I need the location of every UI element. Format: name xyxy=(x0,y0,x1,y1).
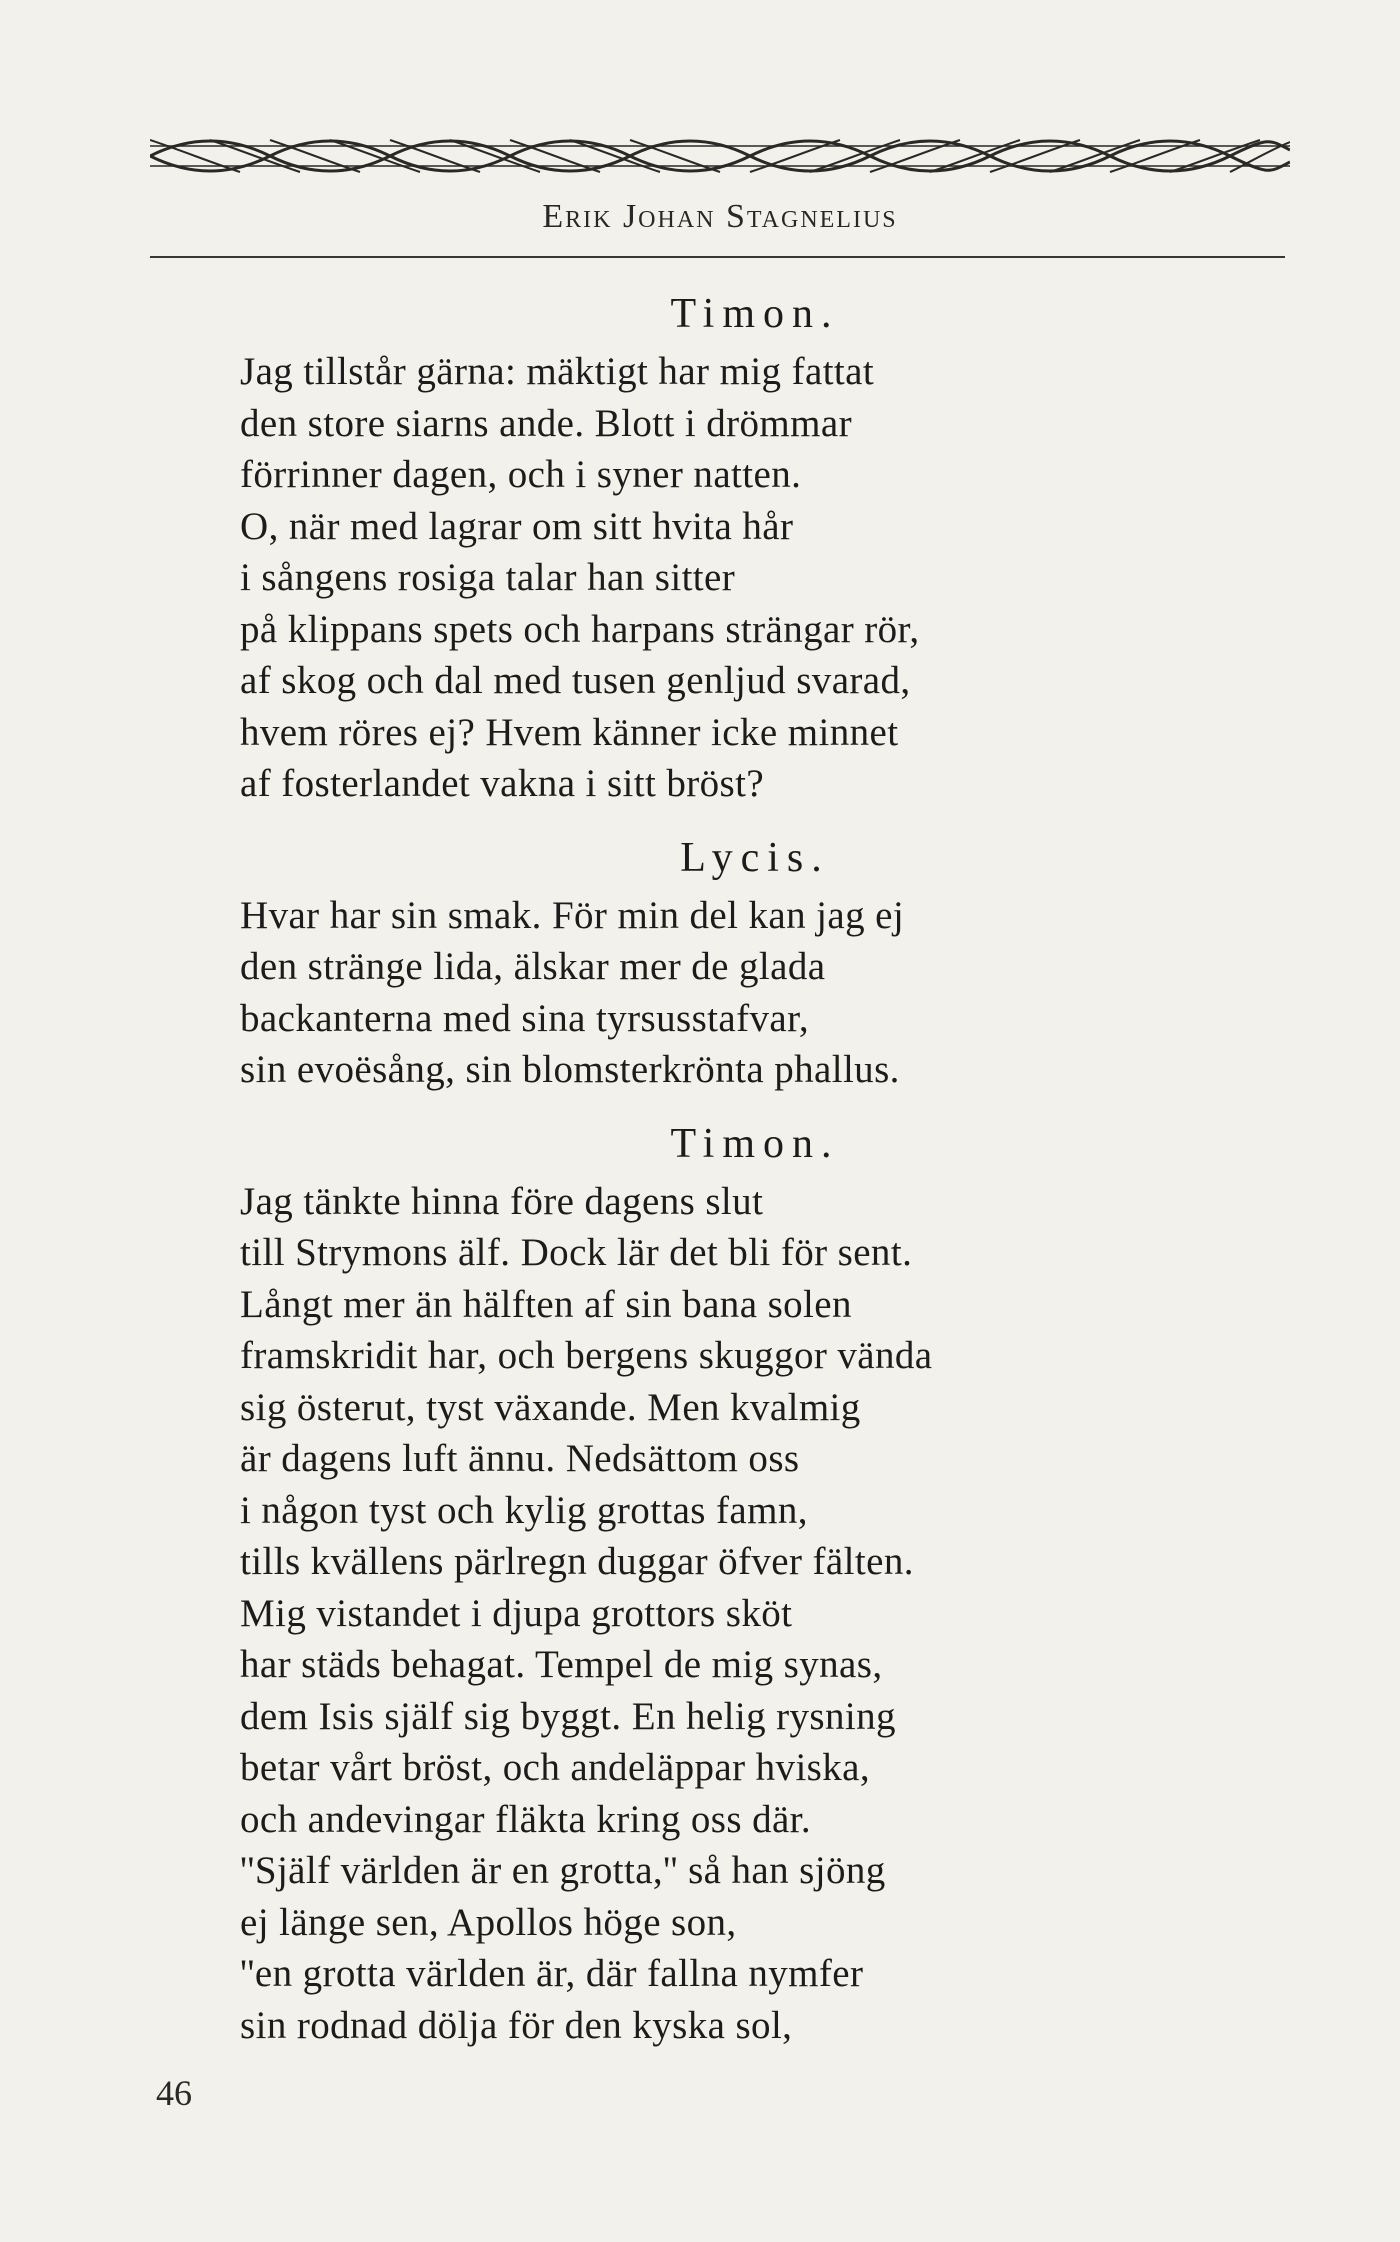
verse-line: på klippans spets och harpans strängar rör, xyxy=(240,607,920,651)
speaker-name: Lycis. xyxy=(680,834,830,881)
speech-block xyxy=(240,1112,1240,2052)
verse-line: af fosterlandet vakna i sitt bröst? xyxy=(240,762,765,805)
stanza-gap xyxy=(240,812,1240,826)
verse-line: Jag tillstår gärna: mäktigt har mig fattat xyxy=(240,350,875,393)
verse-line: och andevingar fläkta kring oss där. xyxy=(240,1797,812,1841)
verse-line: betar vårt bröst, och andeläppar hviska, xyxy=(240,1746,871,1789)
verse-line: sin rodnad dölja för den kyska sol, xyxy=(240,2003,793,2047)
verse-line: den stränge lida, älskar mer de glada xyxy=(240,945,826,988)
verse-line: till Strymons älf. Dock lär det bli för sent. xyxy=(240,1231,913,1274)
speaker-name: Timon. xyxy=(670,1120,840,1167)
verse-line: förrinner dagen, och i syner natten. xyxy=(240,453,802,496)
verse-line: i sångens rosiga talar han sitter xyxy=(240,556,736,599)
verse-line: dem Isis själf sig byggt. En helig rysning xyxy=(240,1694,896,1738)
verse-line: ej länge sen, Apollos höge son, xyxy=(240,1900,737,1944)
speaker-name: Timon. xyxy=(670,291,840,337)
verse-line: sig österut, tyst växande. Men kvalmig xyxy=(240,1385,861,1429)
stanza-gap xyxy=(240,1098,1240,1112)
speech-block xyxy=(240,826,1240,1096)
verse-line: af skog och dal med tusen genljud svarad, xyxy=(240,659,911,702)
speech-block xyxy=(240,282,1240,810)
verse-line: hvem röres ej? Hvem känner icke minnet xyxy=(240,710,899,754)
verse-line: ''Själf världen är en grotta,'' så han sjöng xyxy=(240,1849,886,1892)
poem-text xyxy=(240,282,1240,2053)
verse-line: ''en grotta världen är, där fallna nymfer xyxy=(240,1952,864,1995)
verse-line: är dagens luft ännu. Nedsättom oss xyxy=(240,1437,800,1480)
verse-line: i någon tyst och kylig grottas famn, xyxy=(240,1488,808,1532)
verse-line: den store siarns ande. Blott i drömmar xyxy=(240,401,852,445)
verse-line: har städs behagat. Tempel de mig synas, xyxy=(240,1643,883,1686)
running-header: Erik Johan Stagnelius xyxy=(542,198,898,235)
verse-line: tills kvällens pärlregn duggar öfver fälten. xyxy=(240,1540,914,1583)
verse-line: backanterna med sina tyrsusstafvar, xyxy=(240,996,810,1040)
header-rule xyxy=(150,256,1285,258)
verse-line: O, när med lagrar om sitt hvita hår xyxy=(240,504,794,548)
verse-line: sin evoësång, sin blomsterkrönta phallus. xyxy=(240,1048,900,1091)
verse-line: Jag tänkte hinna före dagens slut xyxy=(240,1179,764,1223)
verse-line: Hvar har sin smak. För min del kan jag ej xyxy=(240,893,905,937)
verse-line: Långt mer än hälften af sin bana solen xyxy=(240,1282,852,1326)
interlace-ornament-icon xyxy=(150,132,1290,180)
page-number: 46 xyxy=(156,2073,192,2113)
verse-line: Mig vistandet i djupa grottors sköt xyxy=(240,1591,793,1635)
verse-line: framskridit har, och bergens skuggor vända xyxy=(240,1334,933,1377)
